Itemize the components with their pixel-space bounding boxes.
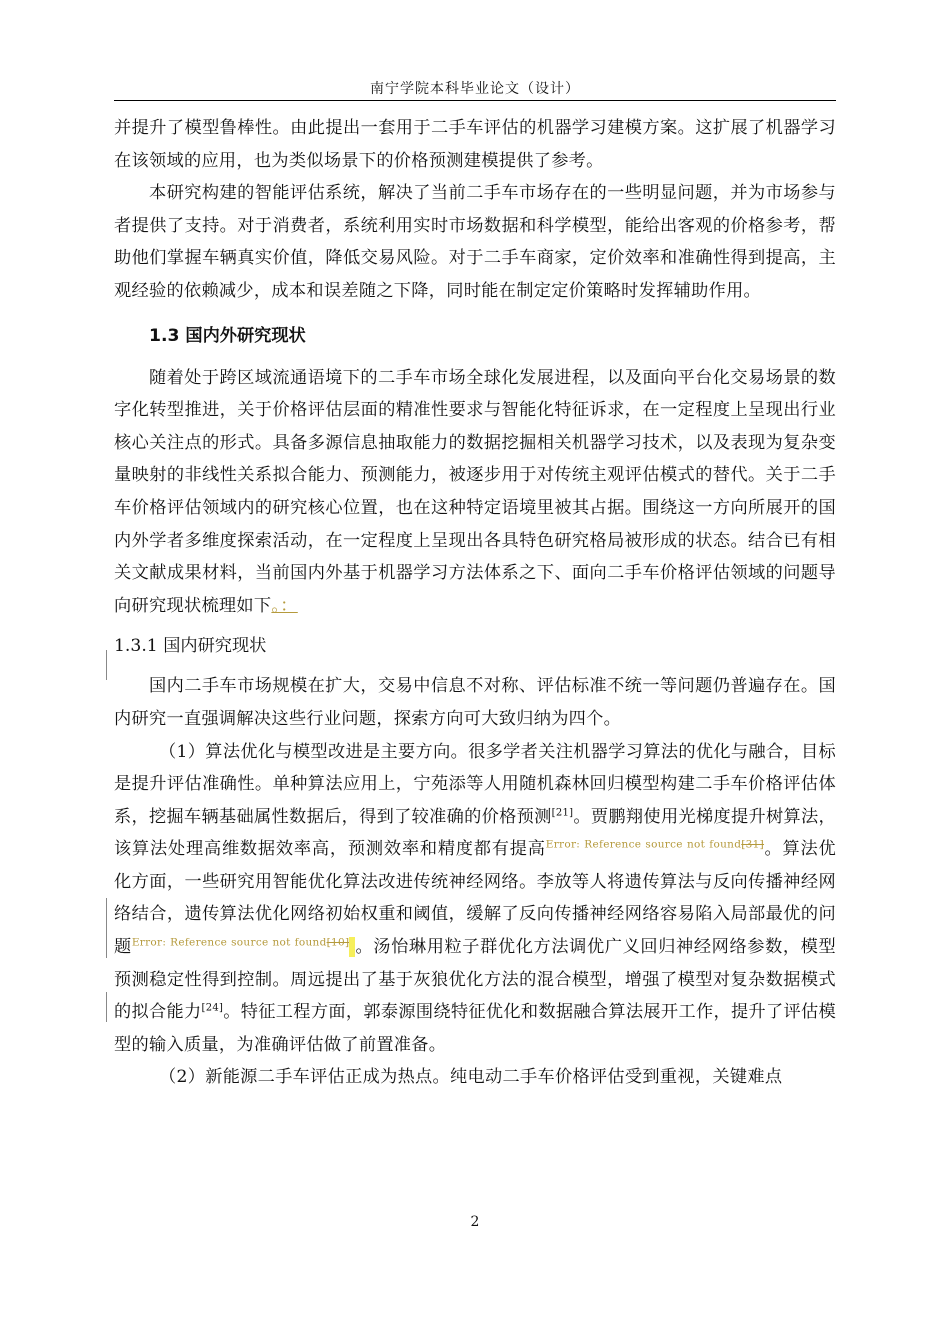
section-heading: 1.3 国内外研究现状: [149, 325, 306, 346]
revision-bar: [106, 650, 107, 680]
citation: [24]: [201, 1002, 224, 1014]
page-header: 南宁学院本科毕业论文（设计）: [370, 81, 580, 97]
revision-bar: [106, 992, 107, 1022]
reference-error: [132, 936, 350, 948]
revision-bar: [106, 898, 107, 958]
reference-error-number: [10]: [326, 936, 350, 949]
paragraph-text: （1）算法优化与模型改进是主要方向。很多学者关注机器学习算法的优化与融合，目标是提升评估准确性。单种算法应用上，宁苑添等人用随机森林回归模型构建二手车价格评估体系，挖掘车辆基础属性数据后，得到了较准确的价格预测: [114, 741, 836, 827]
page-number: 2: [470, 1214, 480, 1230]
paragraph: 本研究构建的智能评估系统，解决了当前二手车市场存在的一些明显问题，并为市场参与者提供了支持。对于消费者，系统利用实时市场数据和科学模型，能给出客观的价格参考，帮助他们掌握车辆真实价值，降低交易风险。对于二手车商家，定价效率和准确性得到提高，主观经验的依赖减少，成本和误差随之下降，同时能在制定定价策略时发挥辅助作用。: [114, 183, 836, 301]
subsection-heading: 1.3.1 国内研究现状: [114, 636, 267, 657]
paragraph: （2）新能源二手车评估正成为热点。纯电动二手车价格评估受到重视，关键难点: [159, 1067, 783, 1088]
paragraph: [114, 362, 836, 623]
header-rule: [114, 100, 836, 101]
paragraph-text: 随着处于跨区域流通语境下的二手车市场全球化发展进程，以及面向平台化交易场景的数字化转型推进，关于价格评估层面的精准性要求与智能化特征诉求，在一定程度上呈现出行业核心关注点的形式。具备多源信息抽取能力的数据挖掘相关机器学习技术，以及表现为复杂变量映射的非线性关系拟合能力、预测能力，被逐步用于对传统主观评估模式的替代。关于二手车价格评估领域内的研究核心位置，也在这种特定语境里被其占据。围绕这一方向所展开的国内外学者多维度探索活动，在一定程度上呈现出各具特色研究格局被形成的状态。结合已有相关文献成果材料，当前国内外基于机器学习方法体系之下、面向二手车价格评估领域的问题导向研究现状梳理如下: [114, 367, 836, 616]
revision-mark: 。：: [271, 595, 298, 616]
reference-error-text: Error: Reference source not found: [545, 838, 742, 851]
reference-error-text: Error: Reference source not found: [131, 936, 327, 949]
paragraph-text: 。算法优化方面，一些研究用智能优化算法改进传统神经网络。李放等人将遗传算法与反向传播神经网络结合，遗传算法优化网络初始权重和阈值，缓解了反向传播神经网络容易陷入局部最优的问题: [114, 839, 836, 958]
reference-error: [546, 839, 764, 851]
citation: [21]: [551, 806, 574, 818]
paragraph: [114, 736, 836, 1062]
reference-error-number: [31]: [741, 838, 765, 851]
paragraph: 并提升了模型鲁棒性。由此提出一套用于二手车评估的机器学习建模方案。这扩展了机器学习在该领域的应用，也为类似场景下的价格预测建模提供了参考。: [114, 118, 836, 171]
paragraph-text: 。汤怡琳用粒子群优化方法调优广义回归神经网络参数，模型预测稳定性得到控制。周远提出了基于灰狼优化方法的混合模型，增强了模型对复杂数据模式的拟合能力: [114, 937, 836, 1023]
paragraph-text: 。贾鹏翔使用光梯度提升树算法，该算法处理高维数据效率高，预测效率和精度都有提高: [114, 806, 836, 860]
paragraph: 国内二手车市场规模在扩大，交易中信息不对称、评估标准不统一等问题仍普遍存在。国内研究一直强调解决这些行业问题，探索方向可大致归纳为四个。: [114, 676, 836, 729]
document-body: [114, 112, 836, 1094]
paragraph-text: 。特征工程方面，郭泰源围绕特征优化和数据融合算法展开工作，提升了评估模型的输入质量，为准确评估做了前置准备。: [114, 1002, 836, 1055]
